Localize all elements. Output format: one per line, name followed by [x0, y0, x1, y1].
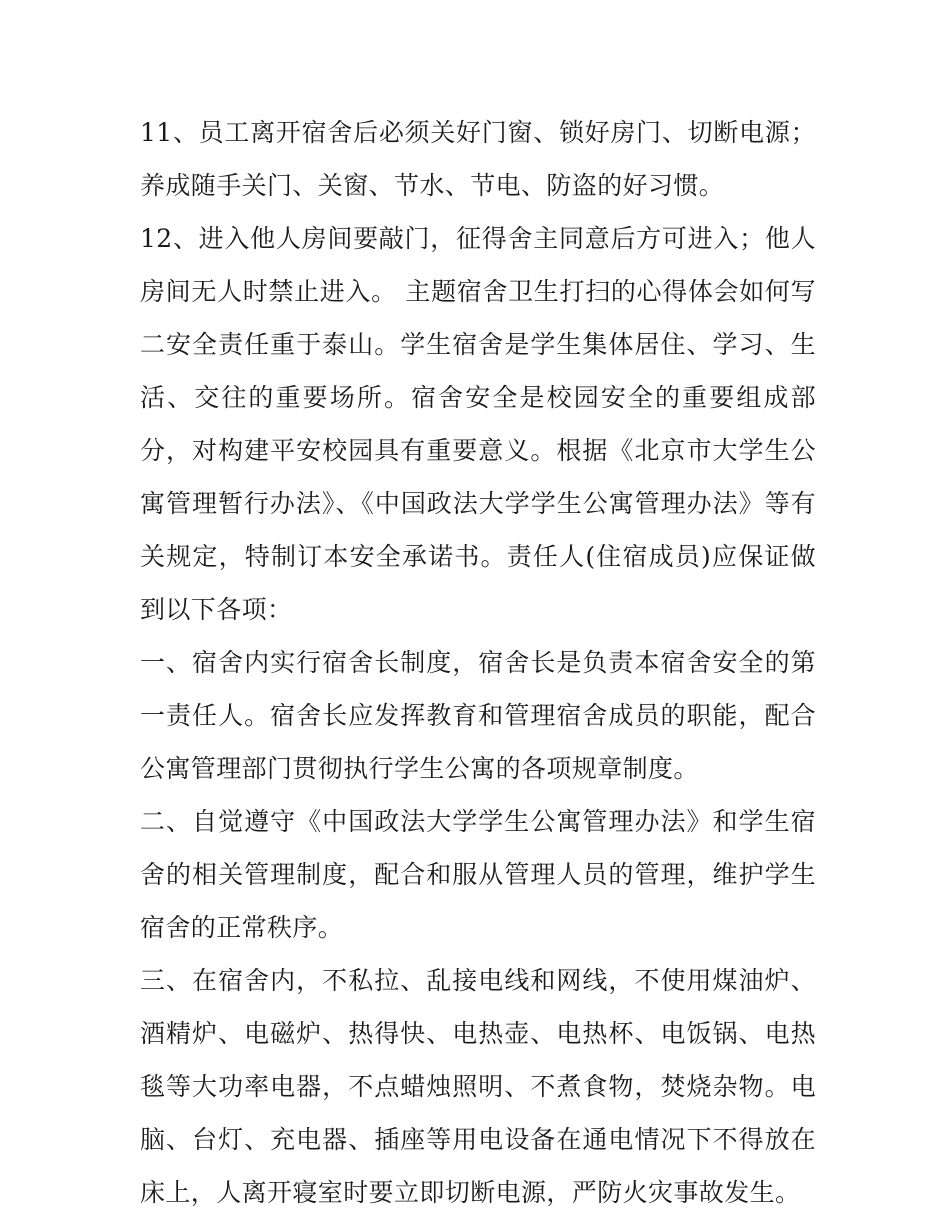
paragraph-item-1: 一、宿舍内实行宿舍长制度，宿舍长是负责本宿舍安全的第一责任人。宿舍长应发挥教育和管理宿舍成员的职能，配合公寓管理部门贯彻执行学生公寓的各项规章制度。: [140, 648, 816, 783]
paragraph-11: 11、员工离开宿舍后必须关好门窗、锁好房门、切断电源；养成随手关门、关窗、节水、节电、防盗的好习惯。: [140, 118, 816, 200]
paragraph-12-and-intro: 12、进入他人房间要敲门，征得舍主同意后方可进入；他人房间无人时禁止进入。 主题宿舍卫生打扫的心得体会如何写二安全责任重于泰山。学生宿舍是学生集体居住、学习、生活、交往的重要场所。宿舍安全是校园安全的重要组成部分，对构建平安校园具有重要意义。根据《北京市大学生公寓管理暂行办法》、《中国政法大学学生公寓管理办法》等有关规定，特制订本安全承诺书。责任人(住宿成员)应保证做到以下各项：: [140, 224, 816, 624]
paragraph-item-3: 三、在宿舍内，不私拉、乱接电线和网线，不使用煤油炉、酒精炉、电磁炉、热得快、电热壶、电热杯、电饭锅、电热毯等大功率电器，不点蜡烛照明、不煮食物，焚烧杂物。电脑、台灯、充电器、插座等用电设备在通电情况下不得放在床上，人离开寝室时要立即切断电源，严防火灾事故发生。: [140, 966, 816, 1207]
document-body: [140, 106, 816, 1219]
paragraph-item-2: 二、自觉遵守《中国政法大学学生公寓管理办法》和学生宿舍的相关管理制度，配合和服从管理人员的管理，维护学生宿舍的正常秩序。: [140, 807, 816, 942]
